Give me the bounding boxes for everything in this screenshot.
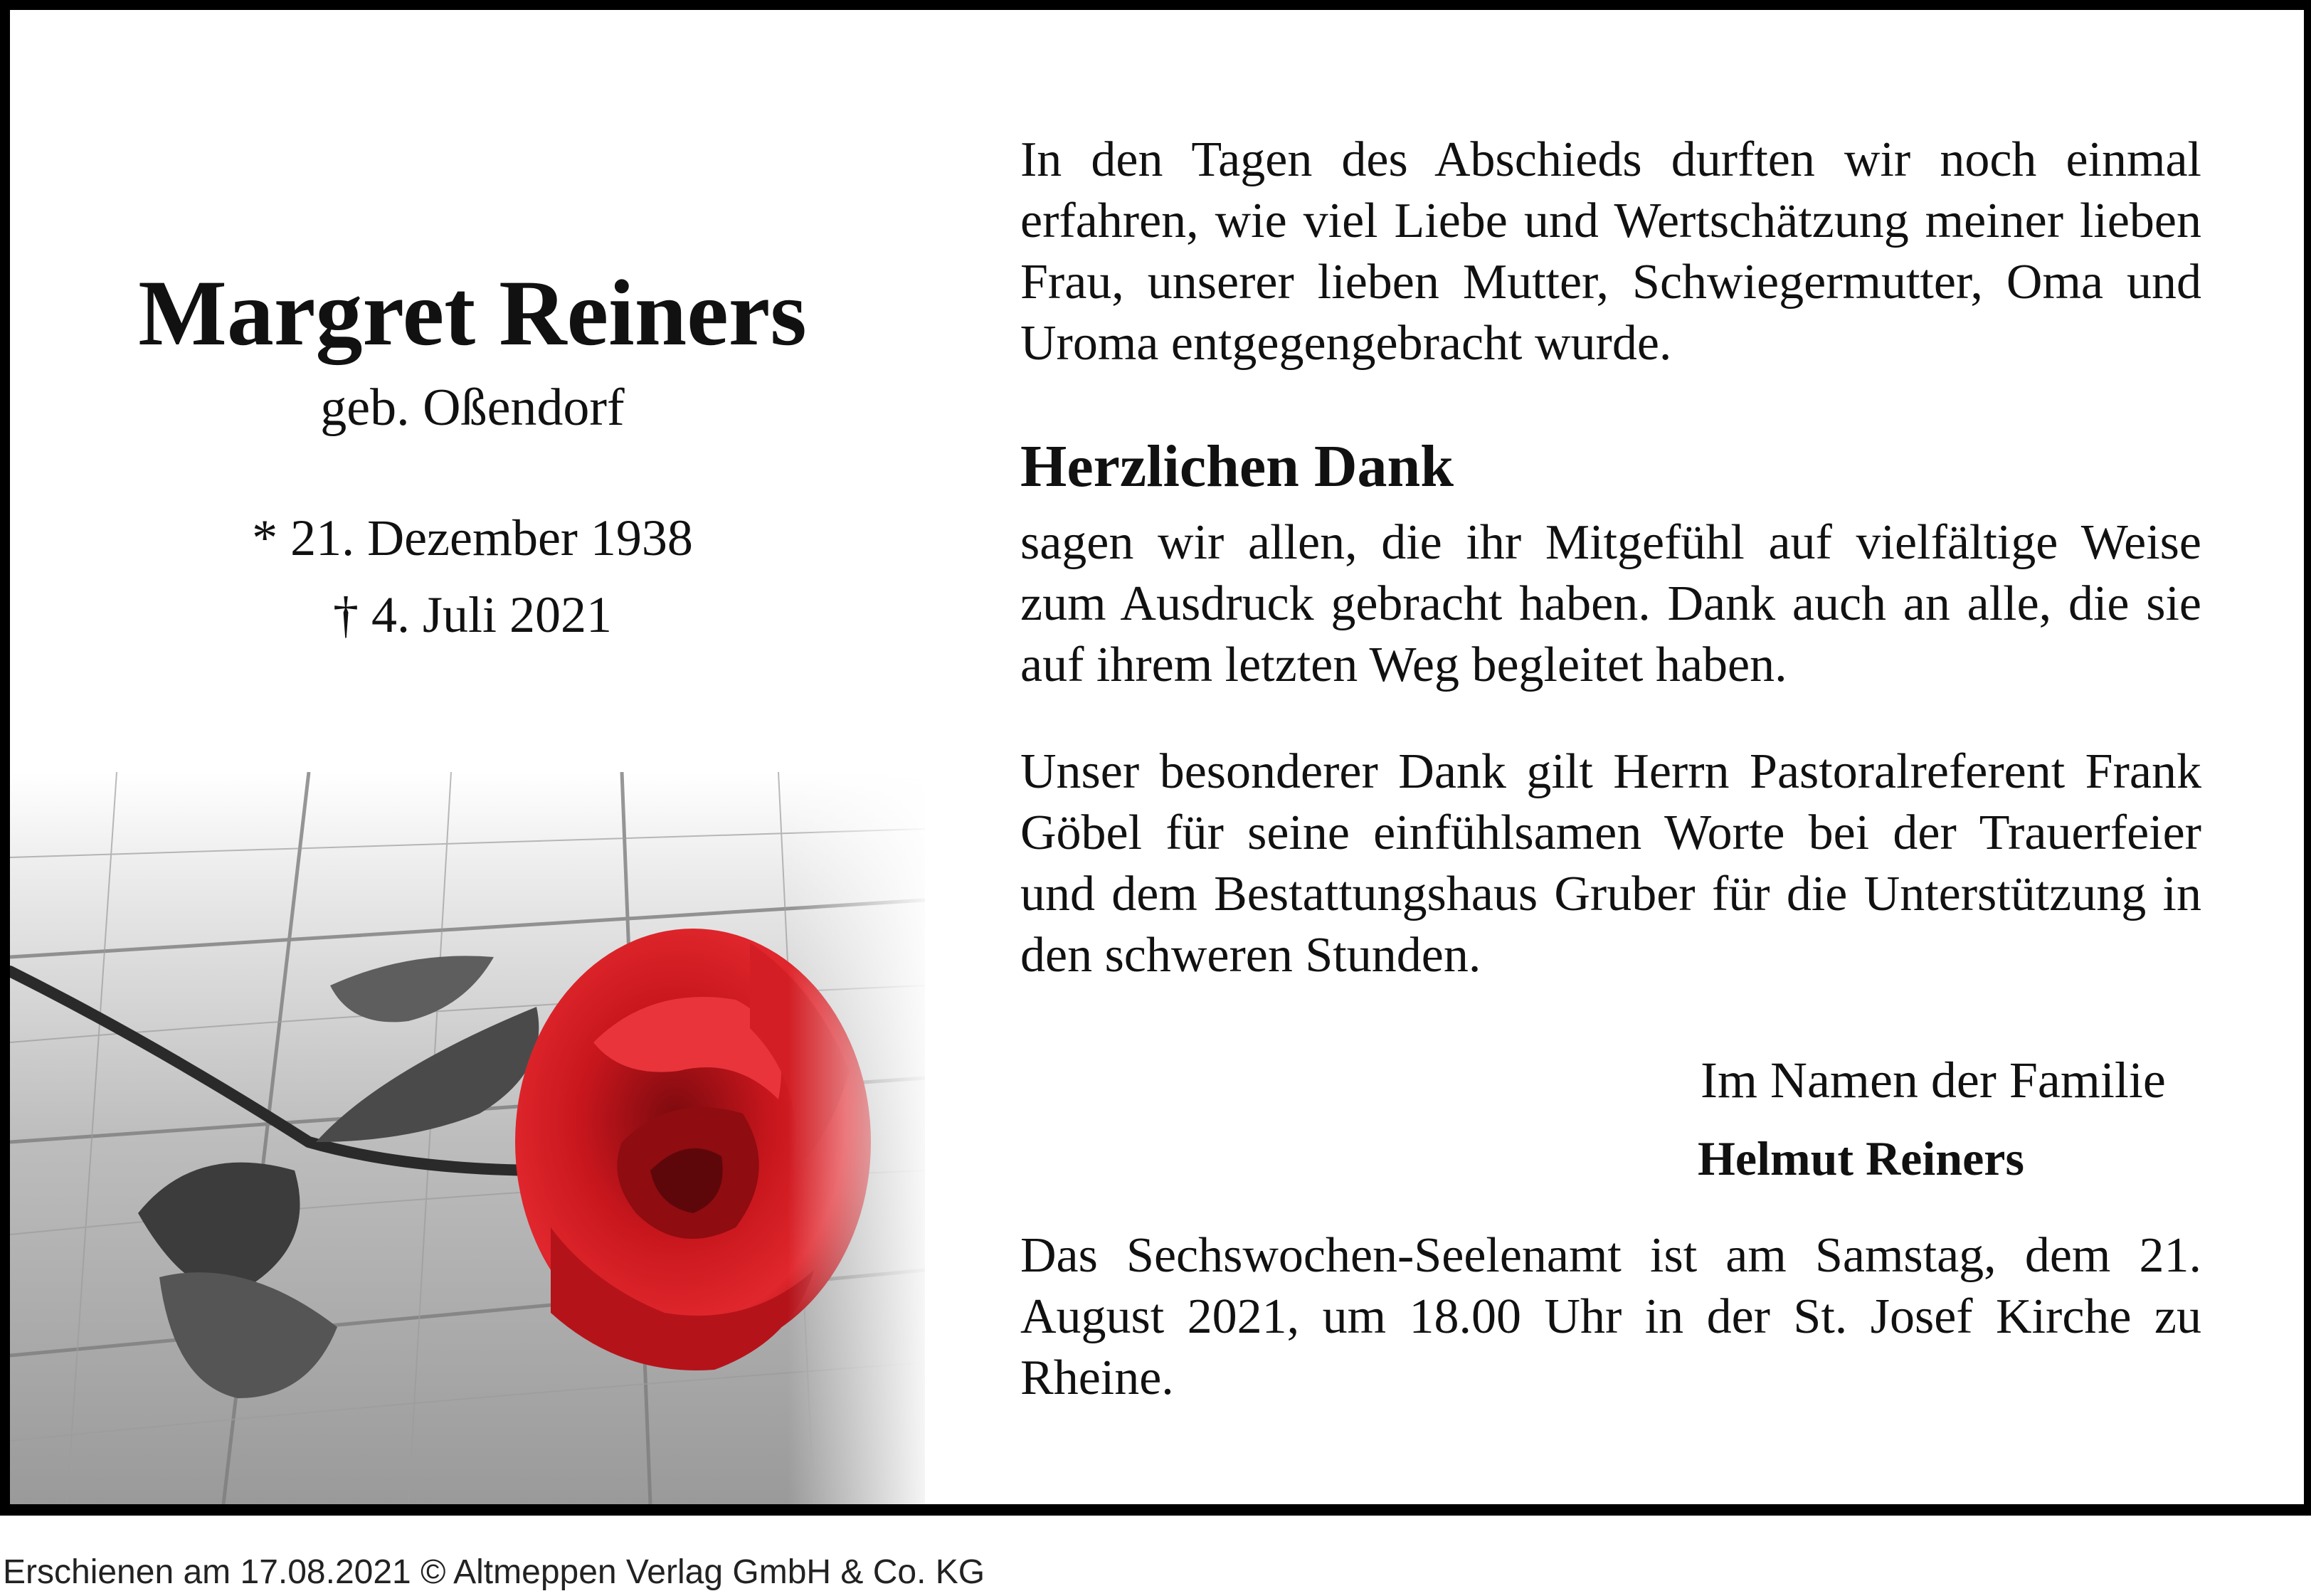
intro-paragraph: In den Tagen des Abschieds durften wir noch einmal erfahren, wie viel Liebe und Wertschätzung meiner lieben Frau, unserer lieben Mutter, Schwiegermutter, Oma und Uroma entgegengebracht wurde. — [1020, 132, 2201, 371]
special-thanks-paragraph: Unser besonderer Dank gilt Herrn Pastoralreferent Frank Göbel für seine einfühlsamen Worte bei der Trauerfeier und dem Bestattungshaus Gruber für die Unterstützung in den schweren Stunden. — [1020, 744, 2201, 983]
publication-footer: Erschienen am 17.08.2021 © Altmeppen Verlag GmbH & Co. KG — [3, 1553, 985, 1591]
main-text — [1020, 130, 2201, 986]
thanks-paragraph: sagen wir allen, die ihr Mitgefühl auf vielfältige Weise zum Ausdruck gebracht haben. Dank auch an alle, die sie auf ihrem letzten Weg begleitet haben. — [1020, 515, 2201, 692]
death-date: † 4. Juli 2021 — [332, 586, 613, 643]
deceased-name: Margret Reiners — [138, 260, 807, 365]
mass-notice: Das Sechswochen-Seelenamt ist am Samstag, dem 21. August 2021, um 18.00 Uhr in der St. Josef Kirche zu Rheine. — [1020, 1228, 2201, 1405]
signature-name: Helmut Reiners — [1698, 1131, 2024, 1185]
red-rose-on-wooden-planks-photo — [10, 772, 925, 1504]
deceased-info — [38, 260, 906, 643]
maiden-name: geb. Oßendorf — [320, 379, 625, 437]
signature-line: Im Namen der Familie — [1701, 1052, 2166, 1109]
thanks-heading: Herzlichen Dank — [1020, 433, 1454, 500]
birth-date: * 21. Dezember 1938 — [252, 509, 693, 566]
